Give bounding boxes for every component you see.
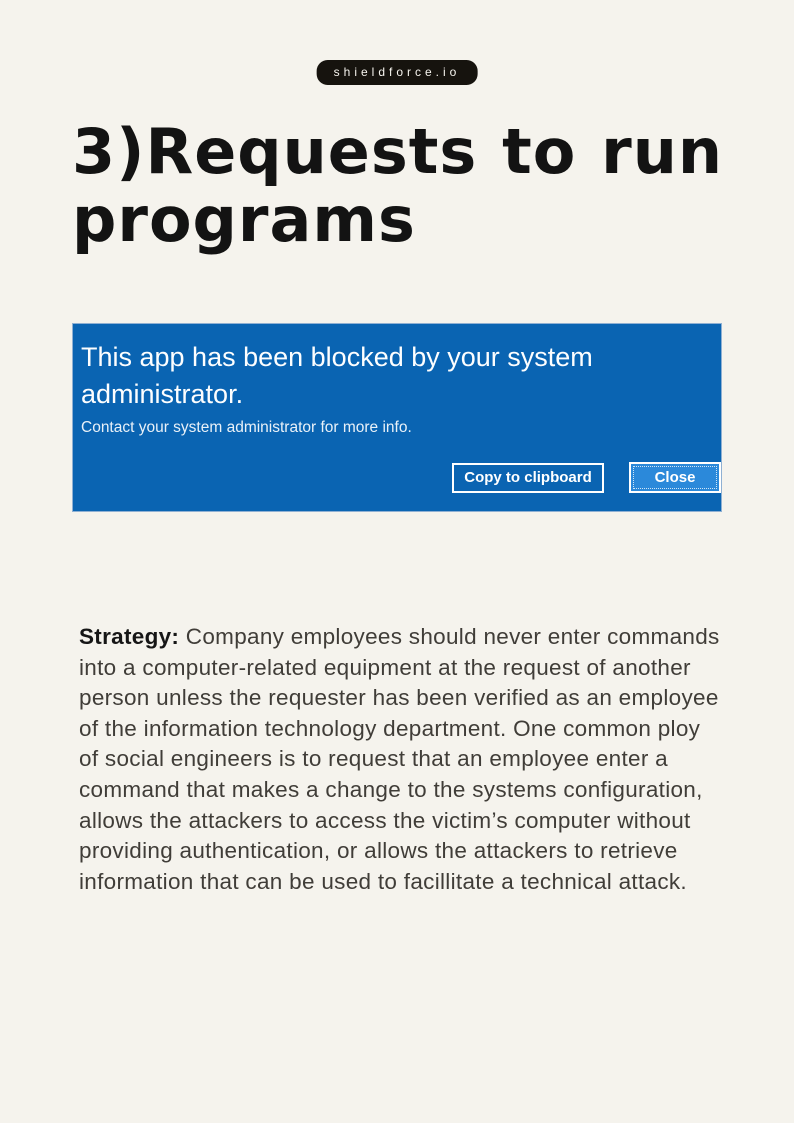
dialog-button-row	[452, 462, 721, 493]
dialog-title: This app has been blocked by your system administrator.	[81, 342, 593, 410]
brand-badge: shieldforce.io	[317, 60, 478, 85]
dialog-subtitle: Contact your system administrator for more info.	[81, 419, 412, 436]
strategy-text: Company employees should never enter commands into a computer-related equipment at the request of another person unless the requester has been verified as an employee of the information technology department. One common ploy of social engineers is to request that an employee enter a command that makes a change to the systems configuration, allows the attackers to access the victim’s computer without providing authentication, or allows the attackers to retrieve information that can be used to facillitate a technical attack.	[79, 624, 720, 894]
copy-to-clipboard-button[interactable]: Copy to clipboard	[452, 463, 604, 493]
page-title: 3)Requests to run programs	[72, 115, 723, 257]
blocked-app-dialog-screenshot	[72, 323, 722, 512]
close-button[interactable]: Close	[629, 462, 721, 493]
strategy-paragraph	[79, 622, 723, 897]
strategy-label: Strategy:	[79, 624, 180, 649]
